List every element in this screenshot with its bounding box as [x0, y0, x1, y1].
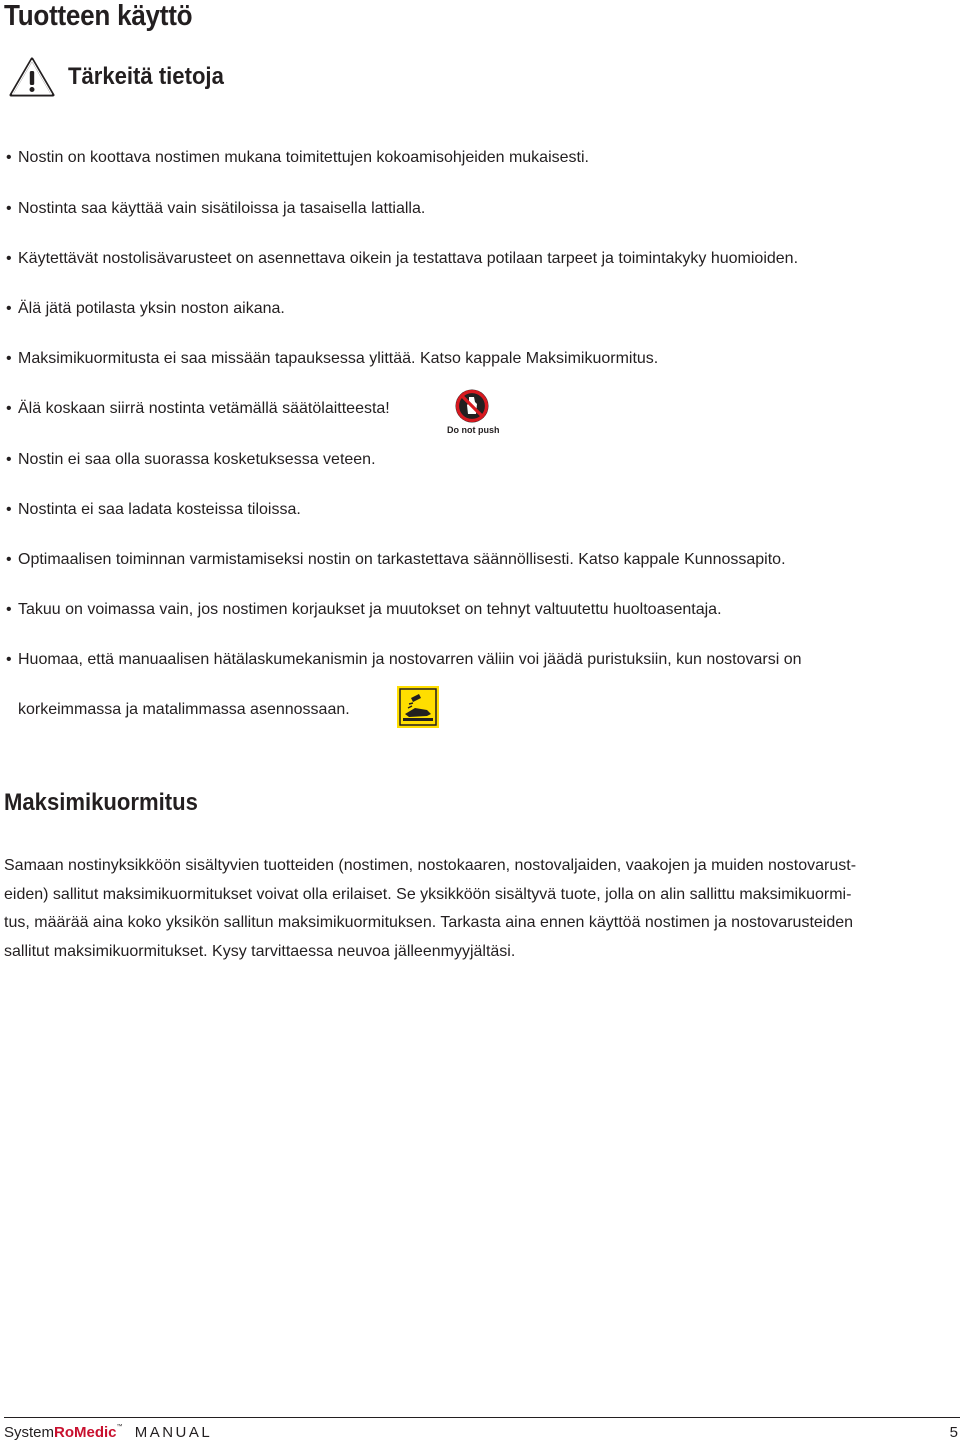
hand-crush-warning-icon: [397, 686, 439, 728]
list-item: • Huomaa, että manuaalisen hätälaskumekanismin ja nostovarren väliin voi jäädä puristuksiin, kun nostovarsi on korkeimmassa ja matalimmassa asennossaan.: [6, 648, 802, 722]
list-item: • Takuu on voimassa vain, jos nostimen korjaukset ja muutokset on tehnyt valtuutettu huoltoasentaja.: [6, 601, 722, 618]
list-item: • Nostinta ei saa ladata kosteissa tiloissa.: [6, 501, 301, 518]
important-info-heading: Tärkeitä tietoja: [68, 63, 224, 90]
brand-logo: SystemRoMedic™: [4, 1424, 123, 1441]
do-not-push-icon: [454, 388, 490, 424]
important-info-header: [8, 55, 237, 99]
page-number: 5: [949, 1424, 958, 1441]
max-load-paragraph: Samaan nostinyksikköön sisältyvien tuotteiden (nostimen, nostokaaren, nostovaljaiden, vaakojen ja muiden nostovarust- eiden) sallitut maksimikuormitukset voivat olla erilaiset. Se yksikköön sisältyvä tuote, jolla on alin sallittu maksimikuormi- tus, määrää aina koko yksikön sallitun maksimikuormituksen. Tarkasta aina ennen käyttöä nostimen ja nostovarusteiden sallitut maksimikuormitukset. Kysy tarvittaessa neuvoa jälleenmyyjältäsi.: [4, 857, 857, 960]
page-title: Tuotteen käyttö: [4, 0, 193, 32]
do-not-push-caption: Do not push: [447, 425, 500, 435]
list-item: • Älä koskaan siirrä nostinta vetämällä säätölaitteesta!: [6, 400, 390, 417]
list-item: • Käytettävät nostolisävarusteet on asennettava oikein ja testattava potilaan tarpeet ja toimintakyky huomioiden.: [6, 250, 799, 267]
footer: [4, 1424, 960, 1448]
list-item: • Älä jätä potilasta yksin noston aikana.: [6, 300, 285, 317]
max-load-heading: Maksimikuormitus: [4, 789, 198, 816]
list-item: • Optimaalisen toiminnan varmistamiseksi nostin on tarkastettava säännöllisesti. Katso kappale Kunnossapito.: [6, 551, 786, 568]
list-item: • Maksimikuormitusta ei saa missään tapauksessa ylittää. Katso kappale Maksimikuormitus.: [6, 350, 659, 367]
footer-divider: [4, 1417, 960, 1418]
list-item: • Nostin on koottava nostimen mukana toimitettujen kokoamisohjeiden mukaisesti.: [6, 149, 589, 166]
footer-manual-label: MANUAL: [134, 1424, 213, 1441]
list-item-continuation: korkeimmassa ja matalimmassa asennossaan.: [18, 701, 350, 718]
list-item: • Nostin ei saa olla suorassa kosketuksessa veteen.: [6, 451, 376, 468]
list-item: • Nostinta saa käyttää vain sisätiloissa ja tasaisella lattialla.: [6, 200, 426, 217]
warning-triangle-icon: [8, 56, 56, 98]
do-not-push-sign: [447, 388, 500, 435]
